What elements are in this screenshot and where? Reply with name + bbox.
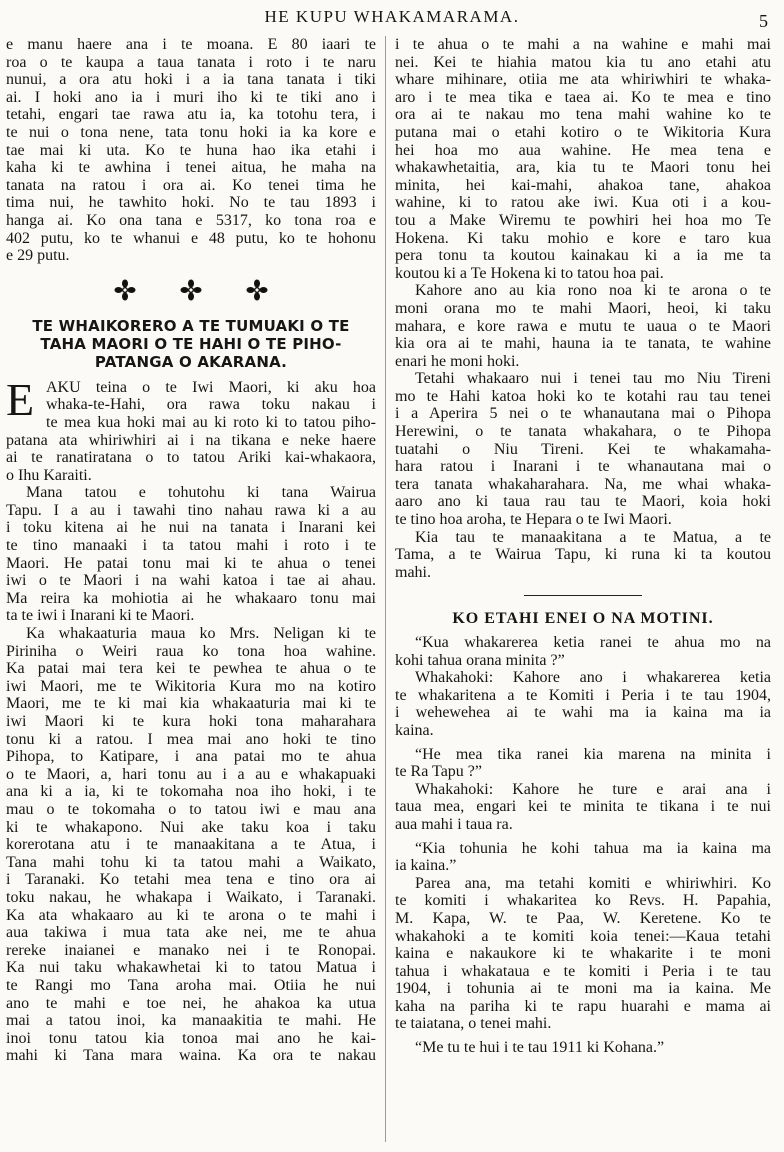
text-line: Tana mahi tohu ki ta tatou mahi a Waikato, (6, 853, 376, 871)
text-line: i wehewehea ai te wahi ma ia kaina ma ia (395, 704, 771, 722)
motion-question-3 (395, 840, 771, 875)
text-line: mai a tatou inoi, ka manaakitia te mahi. He (6, 1012, 376, 1030)
text-line: wahine, ki to ratou ake iwi. Kua oti i a kou- (395, 194, 771, 212)
section-title: KO ETAHI ENEI O NA MOTINI. (452, 610, 714, 628)
text-line: Tetahi whakaaro nui i tenei tau mo Niu Tireni (415, 370, 771, 388)
text-line: kaina e nakaukore ki te whakarite i te moni (395, 945, 771, 963)
text-line: taua mea, engari kei te minita te tikana i te nui (395, 798, 771, 816)
text-line: “He mea tika ranei kia marena na minita i (415, 745, 771, 763)
article-paragraph-6 (395, 370, 771, 528)
article-paragraph-3 (6, 625, 376, 1065)
text-line: aua takiwa i mua tata ake nei, me te ahua (6, 924, 376, 942)
text-line: tou a Make Wiremu te powhiri hei hoa mo Te (395, 211, 771, 229)
text-line: te Rangi mo Tana aroha mai. Otiia he nui (6, 976, 376, 994)
motion-question-2 (395, 746, 771, 781)
text-line: “Kua whakarerea ketia ranei te ahua mo na (415, 634, 771, 651)
text-line: ki te whakapono. Nui ake taku koa i taku (6, 818, 376, 836)
text-line: ai te ranatiratana o to tatou Ariki kai-whakaora, (6, 449, 376, 467)
page-number: 5 (759, 11, 768, 31)
text-line: tima nui, he tawhito hoki. No te tau 1893 i (6, 194, 376, 212)
article-opening (6, 373, 376, 485)
article-paragraph-1 (6, 373, 376, 485)
section-rule (524, 595, 642, 596)
text-line: tera tanata whakaharahara. Na, me whai whaka- (395, 475, 771, 493)
text-line: te nui o tona nene, tata tonu hoki ia ka kore e (6, 123, 376, 141)
text-line: i te ahua o te mahi a na wahine e mahi mai (395, 36, 771, 53)
text-line: korerotana atu i te manaakitana a te Atua, i (6, 836, 376, 854)
text-line: nunui, a ora atu hoki i a ia tana tanata i tiki (6, 71, 376, 89)
ornament-row (6, 273, 376, 307)
text-line: te tino manaaki i ta tatou mahi i roto i te (6, 537, 376, 555)
text-line: Mana tatou e tohutohu ki tana Wairua (26, 484, 376, 502)
text-line: kaha ki te awhina i tenei aitua, he maha na (6, 159, 376, 177)
motion-answer-3 (395, 875, 771, 1033)
running-title: HE KUPU WHAKAMARAMA. (264, 7, 520, 26)
text-line: whakawhetaitia, ara, kia tu te Maori tonu hei (395, 159, 771, 177)
flower-ornament-icon (114, 279, 136, 301)
text-line: hanga ai. Ko ona tana e 5317, ko tona roa e (6, 211, 376, 229)
text-line: i Taranaki. Ko tetahi mea tena e tino ora ai (6, 871, 376, 889)
text-line: o te Maori, a, hari tonu au i a au e whakapuaki (6, 765, 376, 783)
text-line: ano te mahi e toe nei, he ahakoa ka utua (6, 994, 376, 1012)
text-line: Pihopa, to Katipare, i ana patai mo te ahua (6, 748, 376, 766)
text-line: ia kaina.” (395, 857, 457, 875)
flower-ornament-icon (180, 279, 202, 301)
text-line: iwi Maori, me te Wikitoria Kura mo na kotiro (6, 677, 376, 695)
text-line: inoi tonu tatou kia tonoa mai ano he kai- (6, 1029, 376, 1047)
motion-question-4 (395, 1039, 771, 1057)
text-line: mahi. (395, 563, 431, 581)
text-line: roa o te kaupa a taua tanata i roto i te naru (6, 53, 376, 71)
text-line: patana ata whiriwhiri ai i na tikana e neke haere (6, 431, 376, 449)
text-line: tae mai ki uta. Ko te huna hao ika etahi i (6, 141, 376, 159)
motion-question-1 (395, 634, 771, 669)
text-line: te tino hoa aroha, te Hepara o te Iwi Maori. (395, 511, 672, 529)
intro-paragraph (6, 36, 376, 265)
article-paragraph-7 (395, 529, 771, 582)
text-line: “Kia tohunia he kohi tahua ma ia kaina ma (415, 839, 771, 857)
text-line: tetahi, engari tae rawa atu ia, ka totohu tera, i (6, 106, 376, 124)
text-line: e 29 putu. (6, 247, 70, 265)
headline-line: PATANGA O AKARANA. (94, 352, 288, 371)
text-line: te komiti i whakaritea ko Revs. H. Papahia, (395, 892, 771, 910)
text-line: pera tonu ta koutou kainakau ki a ia me ta (395, 247, 771, 265)
text-line: i toku kitena ai he nui na tanata i Inarani kei (6, 519, 376, 537)
left-column (6, 36, 376, 1065)
text-line: Hokena. Ki taku mohio e kore e taro kua (395, 229, 771, 247)
text-line: Parea ana, ma tetahi komiti e whiriwhiri. Ko (415, 874, 771, 892)
text-line: hara ratou i Inarani i te whanautana mai o (395, 458, 771, 476)
text-line: mau o te tokomaha o to tatou iwi e mau ana (6, 800, 376, 818)
text-line: o Ihu Karaiti. (6, 466, 92, 484)
text-line: M. Kapa, W. te Paa, W. Keretene. Ko te (395, 909, 771, 927)
drop-cap: E (6, 373, 35, 425)
text-line: Ka ata whakaaro au ki te arona o te mahi i (6, 906, 376, 924)
text-line: nei. Kei te hiahia matou kia tu ano etahi atu (395, 53, 771, 71)
text-line: ai. I hoki ano ia i muri iho ki te tiki ano i (6, 88, 376, 106)
text-line: kaha na pariha ki te rapu huarahi e mama ai (395, 997, 771, 1015)
text-line: Maori. He patai tonu mai ki te ahua o tenei (6, 554, 376, 572)
article-paragraph-5 (395, 282, 771, 370)
text-line: Maori, me te ki mai kia whakaaturia mai ki te (6, 695, 376, 713)
text-line: Tama, a te Wairua Tapu, ki runa ki ta koutou (395, 546, 771, 564)
text-line: kohi tahua orana minita ?” (395, 651, 565, 669)
text-line: moni orana mo te mahi Maori, heoi, ki taku (395, 299, 771, 317)
text-line: Kia tau te manaakitana a te Matua, a te (415, 528, 771, 546)
text-line: ana ki a ia, ki te tokomaha noa iho hoki, i te (6, 783, 376, 801)
right-column (395, 36, 771, 1057)
flower-ornament-icon (246, 279, 268, 301)
text-line: ora ai te nakau mo tena mahi wahine ko te (395, 106, 771, 124)
text-line: iwi Maori ki te kura hoki tona maharahara (6, 713, 376, 730)
text-line: mahi ki Tana mara waina. Ka ora te nakau (6, 1047, 376, 1065)
text-line: tuatahi o Niu Tireni. Kei te whakamaha- (395, 440, 771, 458)
text-line: Ma reira ka mohiotia ai he whakaaro tonu mai (6, 589, 376, 607)
text-line: ta te iwi i Inarani ki te Maori. (6, 607, 195, 625)
text-line: enari he moni hoki. (395, 352, 520, 370)
text-line: te Ra Tapu ?” (395, 763, 482, 781)
text-line: koutou ki a Te Hokena ki to tatou hoa pai. (395, 264, 664, 282)
text-line: whaka-te-Hahi, ora rawa toku nakau i (46, 396, 376, 414)
text-line: whakahoki a te komiti koia tenei:—Kaua tetahi (395, 927, 771, 945)
text-line: whare mihinare, otiia me ata whiriwhiri te whaka- (395, 71, 771, 89)
headline-line: TE WHAIKORERO A TE TUMUAKI O TE (32, 316, 350, 335)
text-line: iwi o te Maori i na wahi katoa i tae ai ahau. (6, 572, 376, 590)
text-line: e manu haere ana i te moana. E 80 iaari te (6, 36, 376, 53)
text-line: toku nakau, he whakapa i Waikato, i Taranaki. (6, 888, 376, 906)
text-line: Tapu. I a au i tawahi tino nahau rawa ki a au (6, 501, 376, 519)
text-line: Ka patai mai tera kei te pewhea te ahua o te (6, 660, 376, 678)
text-line: tanata na ratou i ora ai. Ko tenei tima he (6, 176, 376, 194)
text-line: Whakahoki: Kahore he ture e arai ana i (415, 780, 771, 798)
text-line: mahara, e kore rawa e mutu te uaua o te Maori (395, 317, 771, 335)
text-line: Whakahoki: Kahore ano i whakarerea ketia (415, 669, 771, 687)
text-line: i a Aperira 5 nei o te whanautana mai o Pihopa (395, 405, 771, 423)
text-line: AKU teina o te Iwi Maori, ki aku hoa (46, 378, 376, 396)
text-line: aaro ano ki taua rau tau te Maori, koia hoki (395, 493, 771, 511)
text-line: mo te Hahi katoa hoki ko te kotahi rau tau tenei (395, 387, 771, 405)
text-line: Ka whakaaturia maua ko Mrs. Neligan ki te (26, 625, 376, 643)
text-line: Kahore ano au kia rono noa ki te arona o te (415, 282, 771, 300)
article-paragraph-4 (395, 36, 771, 282)
article-headline (6, 317, 376, 371)
text-line: kaina. (395, 721, 434, 739)
text-line: Ka nui taku whakawhetai ki to tatou Matua i (6, 959, 376, 977)
text-line: kia ora ai te mahi, hauna ia te tanata, te wahine (395, 335, 771, 353)
article-paragraph-2 (6, 484, 376, 625)
column-divider (385, 36, 386, 1142)
text-line: Herewini, o te tanata whakahara, o te Pihopa (395, 423, 771, 441)
motion-answer-1 (395, 669, 771, 739)
text-line: te taiatana, o tenei mahi. (395, 1015, 552, 1033)
text-line: rereke inaianei e manako nei i te Ronopai. (6, 941, 376, 959)
text-line: Piriniha o Weiri raua ko tona hoa wahine. (6, 642, 376, 660)
motion-answer-2 (395, 781, 771, 834)
text-line: “Me tu te hui i te tau 1911 ki Kohana.” (415, 1039, 665, 1057)
text-line: 1904, i tohunia ai te moni ma ia kaina. Me (395, 980, 771, 998)
text-line: 402 putu, ko te whanui e 48 putu, ko te hohonu (6, 229, 376, 247)
text-line: hei hoa mo aua wahine. He mea tena e (395, 141, 771, 159)
running-head (0, 4, 784, 30)
text-line: tahua i whakataua e te komiti i Peria i te tau (395, 962, 771, 980)
text-line: te mea kua hoki mai au ki roto ki to tatou piho- (46, 413, 376, 431)
text-line: aro i te mea tika e taea ai. Ko te mea e tino (395, 88, 771, 106)
text-line: te whakaritena a te Komiti i Peria i te tau 1904, (395, 686, 771, 704)
text-line: tonu ki a ratou. I mea mai ano hoki te tino (6, 730, 376, 748)
headline-line: TAHA MAORI O TE HAHI O TE PIHO- (40, 334, 342, 353)
text-line: minita, hei kai-mahi, ahakoa tane, ahakoa (395, 176, 771, 194)
text-line: aua mahi i taua ra. (395, 815, 513, 833)
text-line: putana mai o etahi kotiro o te Wikitoria Kura (395, 123, 771, 141)
